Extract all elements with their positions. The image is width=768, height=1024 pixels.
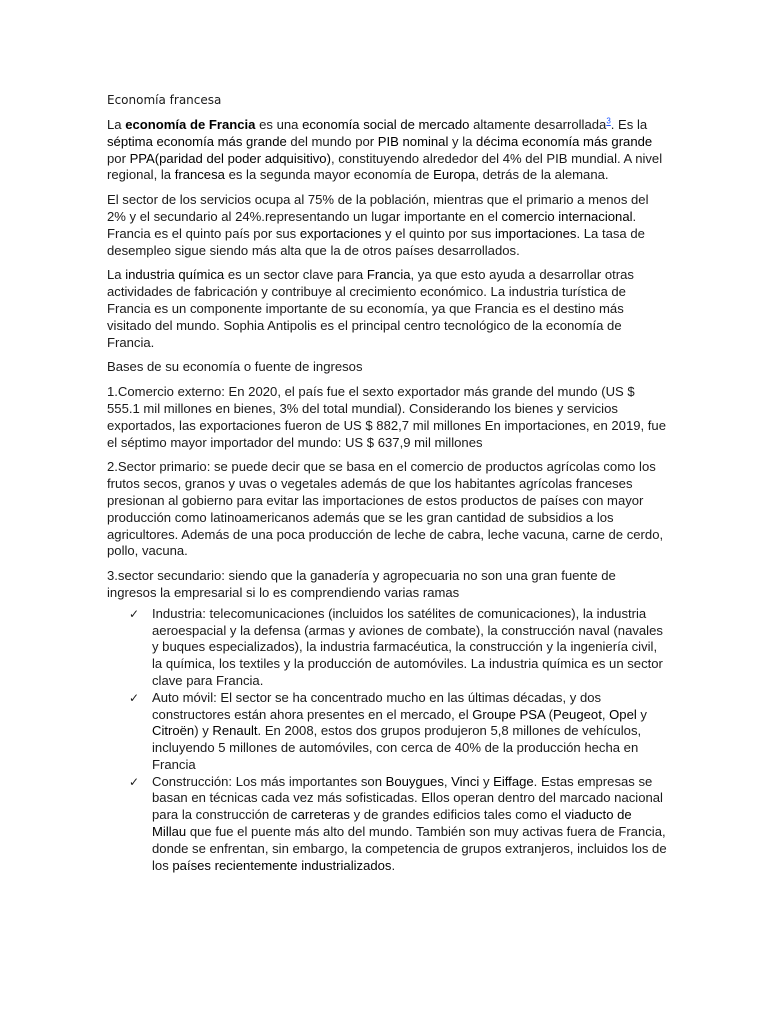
checkmark-icon: ✓ [129,606,140,621]
link-septima-economia[interactable]: séptima economía más grande [107,133,287,149]
link-renault[interactable]: Renault [212,723,258,739]
text-run: y [636,706,647,722]
link-decima-economia[interactable]: décima economía más grande [476,133,653,149]
text-run: El sector de los servicios ocupa al 75% de la población, mientras que el primario a menos del 2% y el secundario al 24%.representando un lugar importante en el [107,192,649,224]
text-run: altamente desarrollada [469,117,607,132]
text-run: y [479,773,494,789]
list-item-text: Industria: telecomunicaciones (incluidos los satélites de comunicaciones), la industria aeroespacial y la defensa (armas y aviones de combate), la construcción naval (navales y buques especializados), la industria farmacéutica, la construcción y la ingeniería civil, la química, los textiles y la producción de automóviles. La industria química es un sector clave para Francia. [152,605,663,688]
text-run: es una [255,117,303,132]
text-run: , detrás de la alemana. [475,167,609,183]
text-run: del mundo por [286,133,378,149]
link-industria-quimica[interactable]: industria química [125,267,225,283]
link-vinci[interactable]: Vinci [451,773,480,789]
link-ppa[interactable]: PPA(paridad del poder adquisitivo) [129,150,331,166]
text-run: ( [545,706,554,722]
bases-heading: Bases de su economía o fuente de ingresos [107,359,363,375]
sector-secundario-paragraph: 3.sector secundario: siendo que la ganadería y agropecuaria no son una gran fuente de ingresos la empresarial si lo es comprendiendo varias ramas [107,568,616,600]
link-economia-de-francia[interactable]: economía de Francia [125,117,256,132]
text-run: . La tasa de desempleo sigue siendo más alta que la de otros países desarrollados. [107,225,645,258]
link-pib-nominal[interactable]: PIB nominal [377,133,449,149]
intro-paragraph [107,117,667,184]
checkmark-icon: ✓ [129,690,140,705]
text-run: y el quinto por sus [381,225,495,241]
industry-paragraph [107,267,667,351]
services-paragraph [107,192,667,259]
document-page [107,92,667,874]
text-run: , ya que esto ayuda a desarrollar otras actividades de fabricación y contribuye al crecimiento económico. La industria turística de Francia es un componente importante de su economía, ya que Francia es el destino más visitado del mundo. Sophia Antipolis es el principal centro tecnológico de la economía de Francia. [107,267,634,350]
text-run: . Es la [610,117,648,132]
comercio-externo-paragraph: 1.Comercio externo: En 2020, el país fue el sexto exportador más grande del mundo (US $ 555.1 mil millones en bienes, 3% del total mundial). Considerando los bienes y servicios exportados, las exportaciones fueron de US $ 882,7 mil millones En importaciones, en 2019, fue el séptimo mayor importador del mundo: US $ 637,9 mil millones [107,384,666,450]
text-run: y la [448,133,477,149]
link-economia-social-de-mercado[interactable]: economía social de mercado [302,117,470,132]
document-title: Economía francesa [107,93,222,107]
text-run: . En 2008, estos dos grupos produjeron 5,8 millones de vehículos, incluyendo 5 millones de automóviles, con cerca de 40% de la producción hecha en Francia [152,723,642,772]
text-run: es la segunda mayor economía de [224,167,434,183]
link-comercio-internacional[interactable]: comercio internacional [501,208,633,224]
list-item-auto-movil [129,689,667,774]
text-run: , constituyendo alrededor del 4% del PIB mundial. A nivel regional, la [107,150,663,183]
text-run: Construcción: Los más importantes son [152,773,386,789]
sector-primario-paragraph: 2.Sector primario: se puede decir que se basa en el comercio de productos agrícolas como los frutos secos, granos y uvas o vegetales además de que los habitantes agrícolas franceses presionan al gobierno para evitar las importaciones de estos productos de países con mayor producción como latinoamericanos además que se les gran cantidad de subsidios a los agricultores. Además de una poca producción de leche de cabra, leche vacuna, carne de cerdo, pollo, vacuna. [107,459,664,559]
checkmark-icon: ✓ [129,774,140,789]
link-importaciones[interactable]: importaciones [494,225,577,241]
text-run: es un sector clave para [224,267,367,283]
text-run: La [107,267,126,283]
text-run: Auto móvil: El sector se ha concentrado mucho en las últimas décadas, y dos constructores están ahora presentes en el mercado, el [152,689,602,722]
link-opel[interactable]: Opel [609,706,637,722]
link-francesa[interactable]: francesa [174,167,225,183]
text-run: que fue el puente más alto del mundo. También son muy activas fuera de Francia, donde se enfrentan, sin embargo, la competencia de grupos extranjeros, incluidos los de los [152,824,667,873]
text-run: . Francia es el quinto país por sus [107,208,637,241]
list-item-industria [129,605,667,690]
text-run: , [443,773,452,789]
link-exportaciones[interactable]: exportaciones [299,225,382,241]
list-item-construccion [129,773,667,875]
link-peugeot[interactable]: Peugeot [553,706,602,722]
link-carreteras[interactable]: carreteras [291,807,350,823]
citation-link[interactable]: 3 [606,116,611,126]
link-viaducto-de-millau[interactable]: viaducto de Millau [152,807,632,840]
text-run: y de grandes edificios tales como el [349,807,565,823]
link-europa[interactable]: Europa [433,167,476,183]
text-run: por [107,150,130,166]
link-eiffage[interactable]: Eiffage [493,773,534,789]
text-run: ) y [194,723,213,739]
link-bouygues[interactable]: Bouygues [385,773,444,789]
link-francia[interactable]: Francia [366,267,411,283]
sector-checklist [107,606,667,875]
text-run: . Estas empresas se basan en técnicas cada vez más sofisticadas. Ellos operan dentro del marcado nacional para la construcción de [152,773,663,823]
text-run: . [391,857,396,873]
text-run: La [107,117,126,132]
link-groupe-psa[interactable]: Groupe PSA [472,706,546,722]
text-run: , [601,706,610,722]
link-paises-recientemente-industrializados[interactable]: países recientemente industrializados [172,857,392,873]
link-citroen[interactable]: Citroën [152,723,195,739]
